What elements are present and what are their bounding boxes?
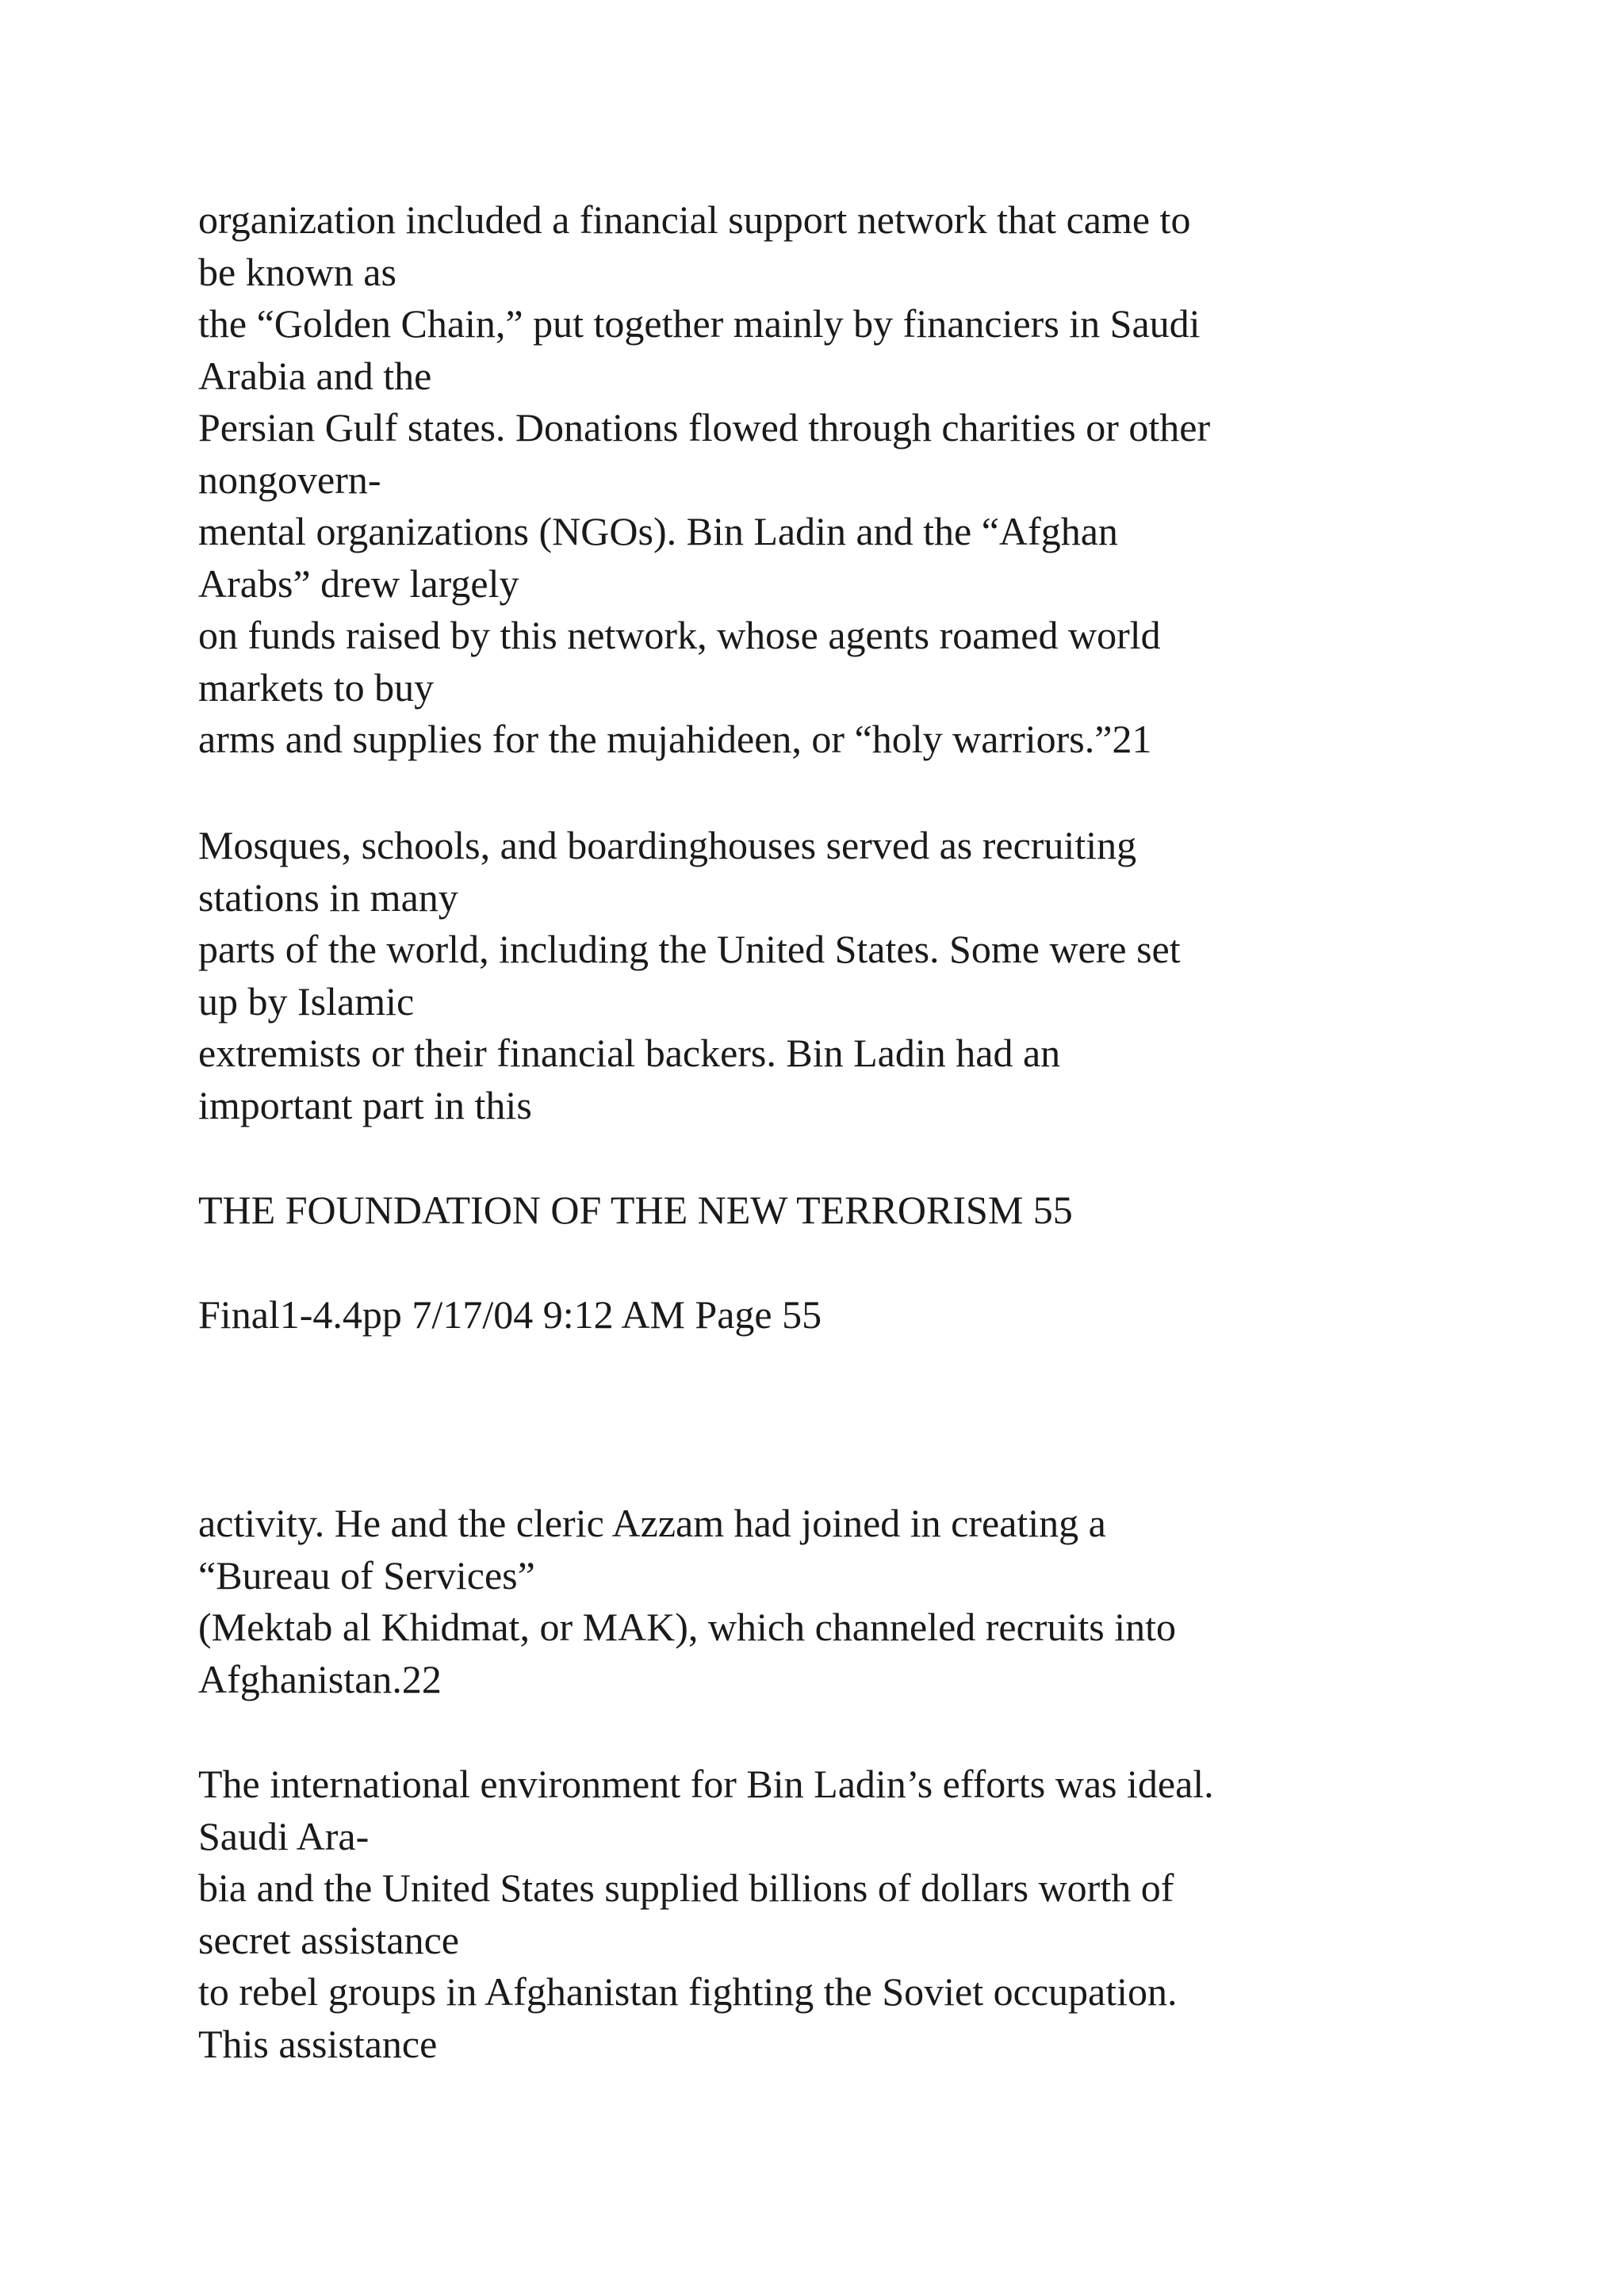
text-line: stations in many <box>198 874 458 920</box>
paragraph-bureau-of-services <box>198 1498 1507 1705</box>
text-line: Afghanistan.22 <box>198 1656 442 1701</box>
text-line: to rebel groups in Afghanistan fighting the Soviet occupation. <box>198 1969 1178 2014</box>
text-line: organization included a financial support network that came to <box>198 197 1191 242</box>
text-line: (Mektab al Khidmat, or MAK), which channeled recruits into <box>198 1605 1176 1649</box>
slug-line-text: Final1-4.4pp 7/17/04 9:12 AM Page 55 <box>198 1292 822 1337</box>
text-line: Arabia and the <box>198 353 432 398</box>
paragraph-recruiting-stations <box>198 820 1507 1131</box>
text-line: Arabs” drew largely <box>198 561 519 606</box>
text-line: activity. He and the cleric Azzam had joined in creating a <box>198 1501 1106 1545</box>
text-line: important part in this <box>198 1082 532 1127</box>
text-line: This assistance <box>198 2021 438 2066</box>
text-line: Mosques, schools, and boardinghouses served as recruiting <box>198 823 1137 867</box>
text-line: extremists or their financial backers. Bin Ladin had an <box>198 1031 1061 1075</box>
text-line: arms and supplies for the mujahideen, or “holy warriors.”21 <box>198 717 1152 761</box>
text-line: be known as <box>198 249 396 294</box>
text-line: secret assistance <box>198 1917 460 1962</box>
running-head <box>198 1184 1507 1237</box>
text-line: bia and the United States supplied billions of dollars worth of <box>198 1866 1174 1910</box>
paragraph-international-environment <box>198 1758 1507 2070</box>
text-line: Persian Gulf states. Donations flowed through charities or other <box>198 405 1211 450</box>
text-line: markets to buy <box>198 664 435 710</box>
text-line: up by Islamic <box>198 978 415 1024</box>
text-line: the “Golden Chain,” put together mainly by financiers in Saudi <box>198 301 1201 346</box>
slug-line <box>198 1289 1507 1341</box>
text-line: parts of the world, including the United States. Some were set <box>198 927 1181 971</box>
text-line: Saudi Ara- <box>198 1813 370 1858</box>
text-line: on funds raised by this network, whose agents roamed world <box>198 613 1161 657</box>
running-head-text: THE FOUNDATION OF THE NEW TERRORISM 55 <box>198 1188 1073 1232</box>
text-line: mental organizations (NGOs). Bin Ladin and the “Afghan <box>198 509 1118 553</box>
text-line: “Bureau of Services” <box>198 1552 535 1598</box>
paragraph-golden-chain <box>198 194 1507 766</box>
text-line: The international environment for Bin Ladin’s efforts was ideal. <box>198 1762 1214 1806</box>
text-line: nongovern- <box>198 457 381 502</box>
